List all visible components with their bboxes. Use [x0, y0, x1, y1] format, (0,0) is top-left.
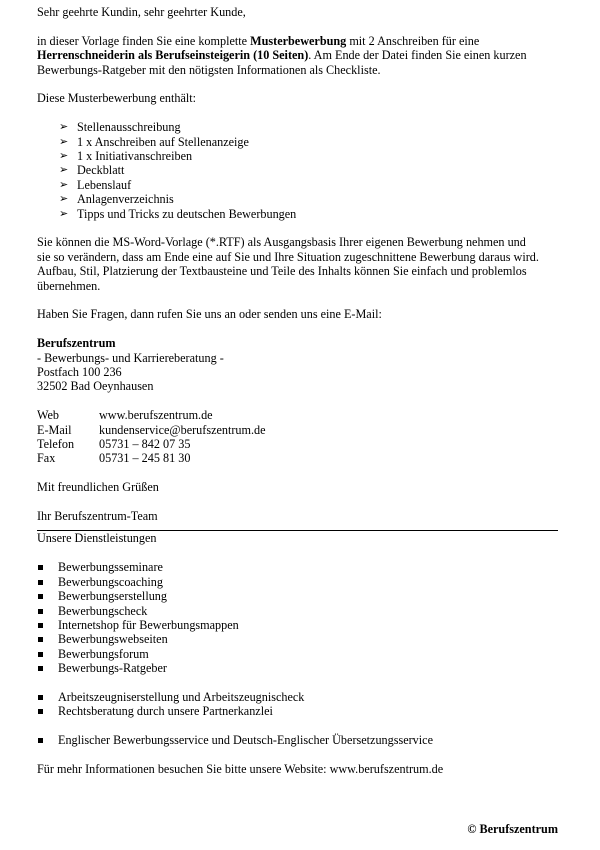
company-name-text: Berufszentrum: [37, 336, 116, 351]
list-item: [37, 733, 558, 747]
arrow-bullet-icon: ➢: [59, 193, 69, 206]
list-item: [59, 120, 558, 134]
list-item: [59, 178, 558, 192]
arrow-bullet-icon: ➢: [59, 121, 69, 134]
list-item: [59, 192, 558, 206]
list-item-text: Deckblatt: [77, 163, 125, 178]
list-item: [37, 604, 558, 618]
contact-row: [37, 408, 558, 422]
list-item-text: 1 x Initiativanschreiben: [77, 149, 193, 164]
closing: Mit freundlichen Grüßen: [37, 480, 159, 495]
arrow-bullet-icon: ➢: [59, 135, 69, 148]
arrow-bullet-icon: ➢: [59, 207, 69, 220]
services-list-3: [37, 733, 558, 747]
contact-value: 05731 – 842 07 35: [99, 437, 191, 452]
contact-value: 05731 – 245 81 30: [99, 451, 191, 466]
intro-bold-2: Herrenschneiderin als Berufseinsteigerin (10 Seiten): [37, 48, 309, 63]
list-item-text: Bewerbungsforum: [58, 646, 149, 661]
usage-line: übernehmen.: [37, 278, 101, 293]
list-item-text: Arbeitszeugniserstellung und Arbeitszeugnischeck: [58, 689, 305, 704]
arrow-bullet-icon: ➢: [59, 150, 69, 163]
contact-label: Telefon: [37, 437, 75, 452]
list-item-text: Bewerbungswebseiten: [58, 632, 168, 647]
list-item: [37, 560, 558, 574]
list-item-text: Rechtsberatung durch unsere Partnerkanzlei: [58, 704, 273, 719]
list-item-text: Bewerbungscoaching: [58, 574, 163, 589]
contact-table: [37, 408, 558, 466]
usage-line: Sie können die MS-Word-Vorlage (*.RTF) als Ausgangsbasis Ihrer eigenen Bewerbung nehmen und: [37, 235, 526, 250]
contents-heading: Diese Musterbewerbung enthält:: [37, 91, 197, 106]
contact-row: [37, 451, 558, 465]
square-bullet-icon: [38, 652, 43, 657]
list-item: [37, 618, 558, 632]
contact-label: Fax: [37, 451, 56, 466]
usage-line: Aufbau, Stil, Platzierung der Textbausteine und Teile des Inhalts können Sie einfach und problemlos: [37, 264, 527, 279]
signature: Ihr Berufszentrum-Team: [37, 509, 158, 524]
list-item: [59, 149, 558, 163]
intro-text-3: . Am Ende der Datei finden Sie einen kurzen: [308, 48, 527, 63]
document-page: [37, 5, 558, 776]
arrow-bullet-icon: ➢: [59, 178, 69, 191]
contact-row: [37, 423, 558, 437]
copyright: © Berufszentrum: [467, 822, 558, 836]
square-bullet-icon: [38, 666, 43, 671]
square-bullet-icon: [38, 580, 43, 585]
list-item-text: Internetshop für Bewerbungsmappen: [58, 617, 239, 632]
list-item-text: Bewerbungscheck: [58, 603, 148, 618]
intro-text-1: in dieser Vorlage finden Sie eine komplette: [37, 33, 251, 48]
company-subtitle: - Bewerbungs- und Karriereberatung -: [37, 350, 224, 365]
list-item-text: Anlagenverzeichnis: [77, 192, 174, 207]
list-item-text: Bewerbungserstellung: [58, 589, 167, 604]
contact-value: kundenservice@berufszentrum.de: [99, 422, 266, 437]
list-item: [37, 690, 558, 704]
square-bullet-icon: [38, 565, 43, 570]
list-item-text: 1 x Anschreiben auf Stellenanzeige: [77, 134, 249, 149]
services-list-2: [37, 690, 558, 719]
list-item-text: Tipps und Tricks zu deutschen Bewerbungen: [77, 206, 297, 221]
list-item: [59, 135, 558, 149]
list-item: [37, 704, 558, 718]
list-item: [37, 661, 558, 675]
contact-label: Web: [37, 408, 60, 423]
services-list-1: [37, 560, 558, 675]
city: 32502 Bad Oeynhausen: [37, 379, 154, 394]
intro-paragraph: [37, 34, 558, 77]
list-item-text: Bewerbungs-Ratgeber: [58, 661, 167, 676]
list-item: [37, 575, 558, 589]
contents-list: [37, 120, 558, 221]
list-item: [37, 647, 558, 661]
list-item-text: Englischer Bewerbungsservice und Deutsch-Englischer Übersetzungsservice: [58, 733, 433, 748]
intro-bold-1: Musterbewerbung: [250, 33, 347, 48]
contact-row: [37, 437, 558, 451]
list-item: [59, 207, 558, 221]
list-item: [37, 589, 558, 603]
list-item-text: Lebenslauf: [77, 177, 132, 192]
arrow-bullet-icon: ➢: [59, 164, 69, 177]
intro-text-2: mit 2 Anschreiben für eine: [346, 33, 480, 48]
square-bullet-icon: [38, 594, 43, 599]
usage-paragraph: [37, 235, 558, 293]
square-bullet-icon: [38, 695, 43, 700]
greeting: Sehr geehrte Kundin, sehr geehrter Kunde,: [37, 5, 246, 19]
list-item-text: Stellenausschreibung: [77, 120, 181, 135]
services-heading: Unsere Dienstleistungen: [37, 531, 157, 546]
square-bullet-icon: [38, 623, 43, 628]
usage-line: sie so verändern, dass am Ende eine auf Sie und Ihre Situation zugeschnittene Bewerbung daraus wird.: [37, 249, 539, 264]
square-bullet-icon: [38, 738, 43, 743]
company-name: [37, 336, 558, 350]
questions-text: Haben Sie Fragen, dann rufen Sie uns an oder senden uns eine E-Mail:: [37, 307, 382, 322]
po-box: Postfach 100 236: [37, 365, 122, 380]
contact-label: E-Mail: [37, 422, 72, 437]
square-bullet-icon: [38, 637, 43, 642]
list-item: [37, 632, 558, 646]
contact-value: www.berufszentrum.de: [99, 408, 213, 423]
intro-text-4: Bewerbungs-Ratgeber mit den nötigsten Informationen als Checkliste.: [37, 62, 381, 77]
square-bullet-icon: [38, 709, 43, 714]
list-item: [59, 163, 558, 177]
list-item-text: Bewerbungsseminare: [58, 560, 163, 575]
more-info: Für mehr Informationen besuchen Sie bitte unsere Website: www.berufszentrum.de: [37, 761, 444, 776]
square-bullet-icon: [38, 609, 43, 614]
